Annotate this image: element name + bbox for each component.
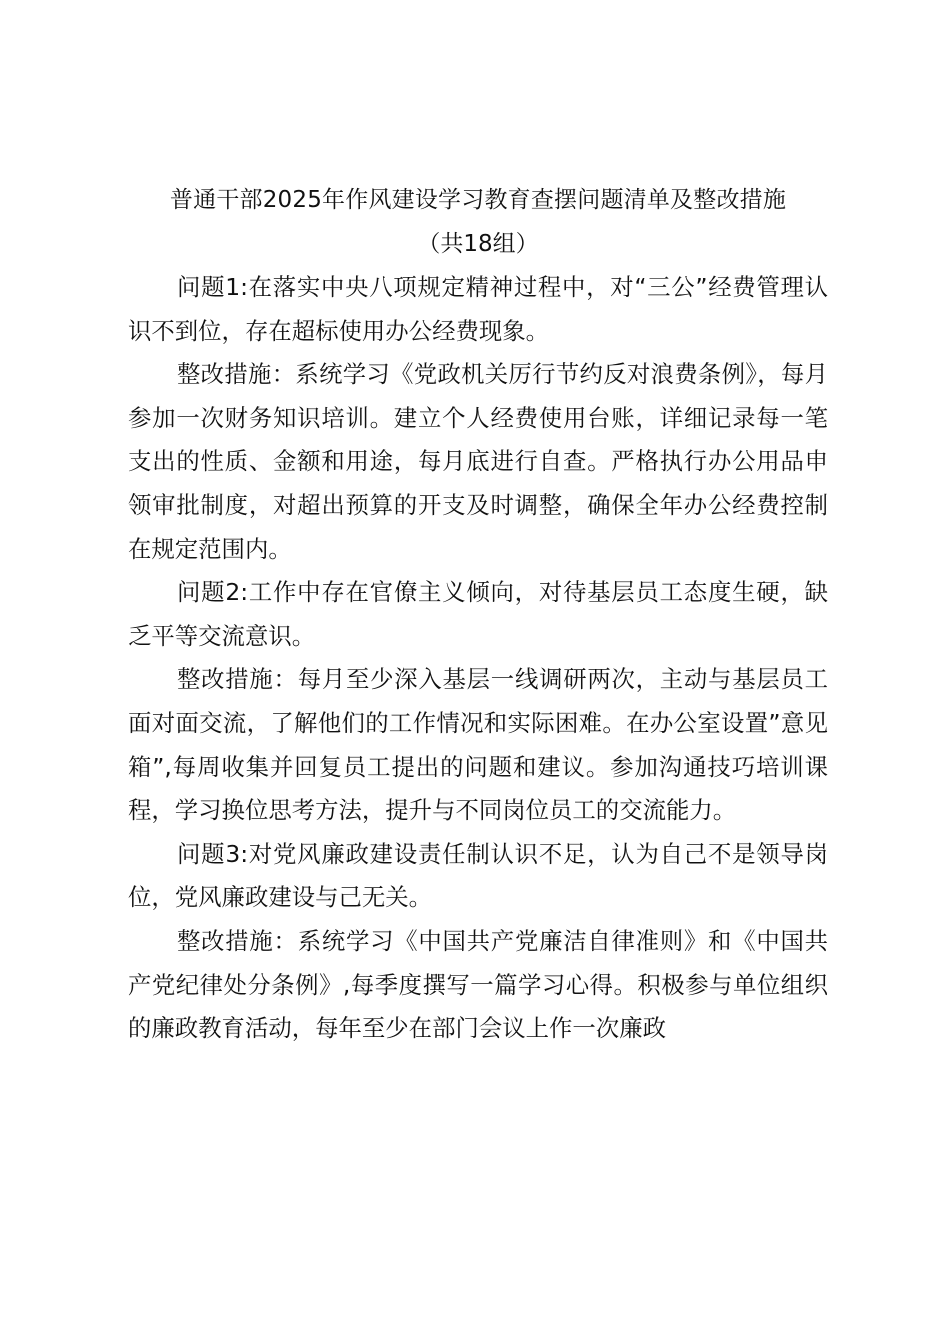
paragraph-measure-2: 整改措施：每月至少深入基层一线调研两次，主动与基层员工面对面交流，了解他们的工作情况和实际困难。在办公室设置”意见箱”,每周收集并回复员工提出的问题和建议。参加沟通技巧培训课程，学习换位思考方法，提升与不同岗位员工的交流能力。: [128, 665, 828, 825]
document-page: [128, 178, 828, 1051]
paragraph-problem-3: 问题3:对党风廉政建设责任制认识不足，认为自己不是领导岗位，党风廉政建设与己无关。: [128, 839, 828, 912]
paragraph-measure-1: 整改措施：系统学习《党政机关厉行节约反对浪费条例》，每月参加一次财务知识培训。建立个人经费使用台账，详细记录每一笔支出的性质、金额和用途，每月底进行自查。严格执行办公用品申领审批制度，对超出预算的开支及时调整，确保全年办公经费控制在规定范围内。: [128, 360, 828, 563]
document-subtitle: （共18组）: [417, 231, 539, 257]
paragraph-problem-2: 问题2:工作中存在官僚主义倾向，对待基层员工态度生硬，缺乏平等交流意识。: [128, 578, 828, 650]
paragraph-problem-1: 问题1:在落实中央八项规定精神过程中，对“三公”经费管理认识不到位，存在超标使用办公经费现象。: [128, 273, 828, 345]
paragraph-measure-3: 整改措施：系统学习《中国共产党廉洁自律准则》和《中国共产党纪律处分条例》,每季度撰写一篇学习心得。积极参与单位组织的廉政教育活动，每年至少在部门会议上作一次廉政: [128, 926, 828, 1043]
document-title: 普通干部2025年作风建设学习教育查摆问题清单及整改措施: [169, 187, 787, 213]
